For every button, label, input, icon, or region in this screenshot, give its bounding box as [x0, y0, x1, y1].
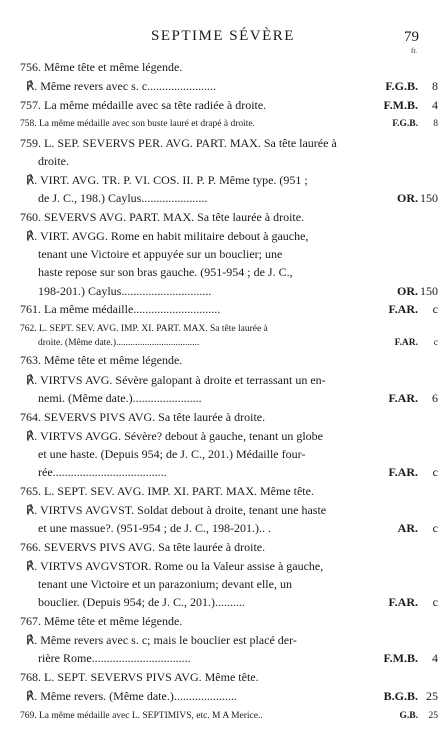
catalog-line	[20, 300, 446, 318]
catalog-line-text: 765. L. SEPT. SEV. AVG. IMP. XI. PART. MAX. Même tête.	[20, 484, 314, 498]
catalog-line	[20, 463, 446, 481]
catalog-line-text: droite.	[38, 154, 69, 168]
price-value: 25	[426, 689, 438, 703]
catalog-line	[20, 282, 446, 300]
catalog-line	[20, 115, 446, 133]
price-value: 4	[432, 651, 438, 665]
catalog-line-text: 764. SEVERVS PIVS AVG. Sa tête laurée à droite.	[20, 410, 266, 424]
price-value: 25	[428, 711, 438, 721]
metal-module-label: B.G.B.	[383, 689, 418, 703]
catalog-line-text: 759. L. SEP. SEVERVS PER. AVG. PART. MAX. Sa tête laurée à	[20, 136, 337, 150]
price-value: 4	[432, 98, 438, 112]
price-value: c	[432, 595, 438, 609]
price-value: c	[432, 521, 438, 535]
catalog-line	[20, 501, 446, 519]
catalog-line	[20, 445, 446, 463]
catalog-line-text: 763. Même tête et même légende.	[20, 353, 183, 367]
metal-module-label: F.AR.	[388, 391, 418, 405]
metal-module-label: G.B.	[399, 711, 418, 721]
price-value: 150	[420, 191, 438, 205]
catalog-line	[20, 371, 446, 389]
metal-module-label: OR.	[397, 191, 418, 205]
catalog-line	[20, 58, 446, 76]
catalog-line-text: tenant une Victoire et un parazonium; devant elle, un	[38, 577, 292, 591]
catalog-line	[20, 519, 446, 537]
catalog-line-text: rière Rome.................................	[38, 651, 191, 665]
metal-module-label: F.M.B.	[383, 651, 418, 665]
metal-module-label: F.AR.	[388, 302, 418, 316]
catalog-line-text: droite. (Même date.)...................................	[38, 338, 200, 348]
catalog-line-text: ℟. VIRTVS AVGG. Sévère? debout à gauche, tenant un globe	[26, 429, 323, 443]
catalog-line-text: 758. La même médaille avec son buste lauré et drapé à droite.	[20, 119, 256, 129]
catalog-line-text: nemi. (Même date.).......................	[38, 391, 202, 405]
catalog-line	[20, 134, 446, 152]
catalog-line	[20, 593, 446, 611]
catalog-line-text: rée......................................	[38, 465, 167, 479]
catalog-line-text: 761. La même médaille.............................	[20, 302, 221, 316]
catalog-line	[20, 557, 446, 575]
catalog-line-text: ℟. VIRTVS AVGVST. Soldat debout à droite, tenant une haste	[26, 503, 327, 517]
catalog-line-text: 767. Même tête et même légende.	[20, 614, 183, 628]
price-value: 8	[432, 79, 438, 93]
catalog-line-text: 757. La même médaille avec sa tête radiée à droite.	[20, 98, 267, 112]
catalog-line-text: 198-201.) Caylus..............................	[38, 284, 212, 298]
catalog-line-text: tenant une Victoire et appuyée sur un bouclier; une	[38, 247, 283, 261]
catalog-line-text: ℟. VIRTVS AVG. Sévère galopant à droite et terrassant un en-	[26, 373, 326, 387]
catalog-line-text: ℟. VIRTVS AVGVSTOR. Rome ou la Valeur assise à gauche,	[26, 559, 324, 573]
catalog-line-text: 769. La même médaille avec L. SEPTIMIVS, etc. M A Merice..	[20, 711, 263, 721]
metal-module-label: F.M.B.	[383, 98, 418, 112]
metal-module-label: F.AR.	[388, 465, 418, 479]
catalog-line	[20, 687, 446, 705]
price-value: 8	[433, 119, 438, 129]
catalog-line-text: et une haste. (Depuis 954; de J. C., 201.) Médaille four-	[38, 447, 306, 461]
price-value: c	[432, 302, 438, 316]
catalog-line	[20, 152, 446, 170]
metal-module-label: F.AR.	[394, 338, 418, 348]
metal-module-label: OR.	[397, 284, 418, 298]
catalog-line-text: ℟. Même revers avec s. c.......................	[26, 79, 217, 93]
catalog-line	[20, 189, 446, 207]
catalog-line	[20, 351, 446, 369]
page-number: 79	[404, 29, 419, 45]
metal-module-label: AR.	[397, 521, 418, 535]
catalog-line	[20, 96, 446, 114]
catalog-line	[20, 408, 446, 426]
catalog-line	[20, 171, 446, 189]
catalog-line	[20, 668, 446, 686]
running-header: SEPTIME SÉVÈRE	[151, 28, 295, 44]
catalog-line	[20, 538, 446, 556]
catalog-line-text: bouclier. (Depuis 954; de J. C., 201.)..........	[38, 595, 245, 609]
catalog-line	[20, 427, 446, 445]
catalog-line-text: haste repose sur son bras gauche. (951-954 ; de J. C.,	[38, 265, 293, 279]
catalog-line	[20, 334, 446, 352]
catalog-line	[20, 707, 446, 725]
price-value: c	[432, 465, 438, 479]
catalog-line	[20, 575, 446, 593]
catalog-line	[20, 77, 446, 95]
catalog-line-text: ℟. VIRT. AVG. TR. P. VI. COS. II. P. P. Même type. (951 ;	[26, 173, 308, 187]
catalog-line	[20, 649, 446, 667]
catalog-line-text: 756. Même tête et même légende.	[20, 60, 183, 74]
price-value: 6	[432, 391, 438, 405]
metal-module-label: F.G.B.	[392, 119, 418, 129]
catalog-line-text: 760. SEVERVS AVG. PART. MAX. Sa tête laurée à droite.	[20, 210, 305, 224]
catalog-line-text: et une massue?. (951-954 ; de J. C., 198-201.).. .	[38, 521, 271, 535]
catalog-line	[20, 263, 446, 281]
metal-module-label: F.AR.	[388, 595, 418, 609]
catalog-line	[20, 208, 446, 226]
catalog-line-text: 768. L. SEPT. SEVERVS PIVS AVG. Même tête.	[20, 670, 259, 684]
catalog-line-text: ℟. VIRT. AVGG. Rome en habit militaire debout à gauche,	[26, 229, 309, 243]
catalog-line-text: 766. SEVERVS PIVS AVG. Sa tête laurée à droite.	[20, 540, 266, 554]
catalog-line	[20, 612, 446, 630]
page-suffix: fr.	[411, 47, 418, 55]
metal-module-label: F.G.B.	[385, 79, 418, 93]
catalog-line-text: 762. L. SEPT. SEV. AVG. IMP. XI. PART. MAX. Sa tête laurée à	[20, 324, 268, 334]
catalog-line	[20, 245, 446, 263]
catalog-line-text: ℟. Même revers. (Même date.).....................	[26, 689, 237, 703]
price-value: 150	[420, 284, 438, 298]
catalog-line-text: ℟. Même revers avec s. c; mais le bouclier est placé der-	[26, 633, 297, 647]
catalog-line	[20, 482, 446, 500]
catalog-line	[20, 227, 446, 245]
price-value: c	[433, 338, 438, 348]
catalog-line	[20, 389, 446, 407]
catalog-line	[20, 631, 446, 649]
catalog-line-text: de J. C., 198.) Caylus......................	[38, 191, 208, 205]
